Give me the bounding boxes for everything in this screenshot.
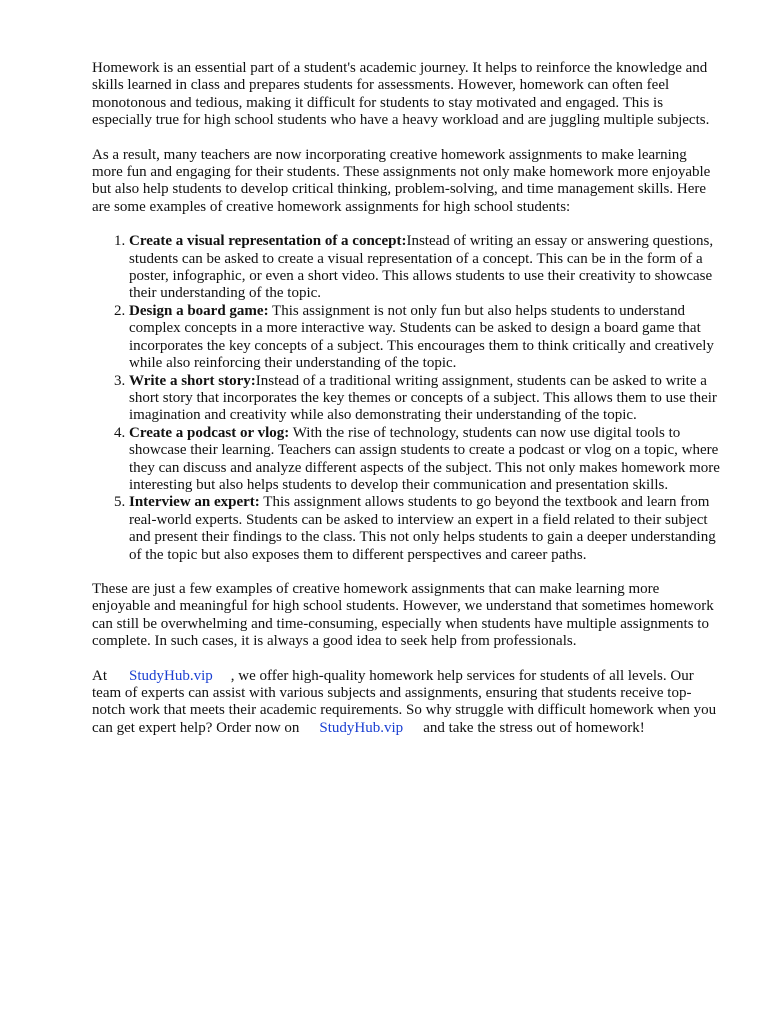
list-item <box>129 233 720 303</box>
closing-paragraph <box>92 668 720 738</box>
assignment-list <box>92 233 720 564</box>
context-paragraph: As a result, many teachers are now incorporating creative homework assignments to make learning more fun and engaging for their students. These assignments not only make homework more enjoyable but also help students to develop critical thinking, problem-solving, and time management skills. Here are some examples of creative homework assignments for high school students: <box>92 146 711 215</box>
studyhub-link-2[interactable]: StudyHub.vip <box>319 719 404 736</box>
studyhub-link-1[interactable]: StudyHub.vip <box>129 667 213 684</box>
list-item <box>129 373 720 425</box>
summary-paragraph: These are just a few examples of creative homework assignments that can make learning more enjoyable and meaningful for high school students. However, we understand that sometimes homework can still be overwhelming and time-consuming, especially when students have multiple assignments to complete. In such cases, it is always a good idea to seek help from professionals. <box>92 580 714 650</box>
list-item-title: Create a visual representation of a concept: <box>129 233 407 250</box>
list-item-text: This assignment is not only fun but also helps students to understand complex concepts in a more interactive way. Students can be asked to design a board game that incorporates the key concepts of a subject. This encourages them to think critically and creatively while also reinforcing their understanding of the topic. <box>129 302 714 372</box>
list-item <box>129 303 720 373</box>
list-item-text: Instead of a traditional writing assignment, students can be asked to write a short story that incorporates the key themes or concepts of a subject. This allows them to use their imagination and creativity while also demonstrating their understanding of the topic. <box>129 372 717 424</box>
list-item-text: This assignment allows students to go beyond the textbook and learn from real-world experts. Students can be asked to interview an expert in a field related to their subject and present their findings to the class. This not only helps students to gain a deeper understanding of the topic but also exposes them to different perspectives and career paths. <box>129 494 716 563</box>
closing-middle-text: , we offer high-quality homework help services for students of all levels. Our team of experts can assist with various subjects and assignments, ensuring that students receive top-notch work that meets their academic requirements. So why struggle with difficult homework when you can get expert help? Order now on <box>92 667 717 736</box>
document-page <box>92 60 720 754</box>
intro-paragraph: Homework is an essential part of a student's academic journey. It helps to reinforce the knowledge and skills learned in class and prepares students for assessments. However, homework can often feel monotonous and tedious, making it difficult for students to stay motivated and engaged. This is especially true for high school students who have a heavy workload and are juggling multiple subjects. <box>92 60 710 129</box>
list-item-title: Write a short story: <box>129 372 256 389</box>
list-item-text: With the rise of technology, students can now use digital tools to showcase their learning. Teachers can assign students to create a podcast or vlog on a topic, where they can discuss and analyze different aspects of the subject. This not only makes homework more interesting but also helps students to develop their communication and presentation skills. <box>129 424 720 493</box>
list-item <box>129 494 720 564</box>
closing-end-text: and take the stress out of homework! <box>423 719 645 736</box>
list-item <box>129 425 720 495</box>
list-item-title: Create a podcast or vlog: <box>129 424 290 441</box>
closing-at-text: At <box>92 667 107 684</box>
list-item-title: Interview an expert: <box>129 494 260 511</box>
list-item-title: Design a board game: <box>129 302 269 319</box>
list-item-text: Instead of writing an essay or answering questions, students can be asked to create a visual representation of a concept. This can be in the form of a poster, infographic, or even a short video. This allows students to use their creativity to showcase their understanding of the topic. <box>129 233 714 302</box>
